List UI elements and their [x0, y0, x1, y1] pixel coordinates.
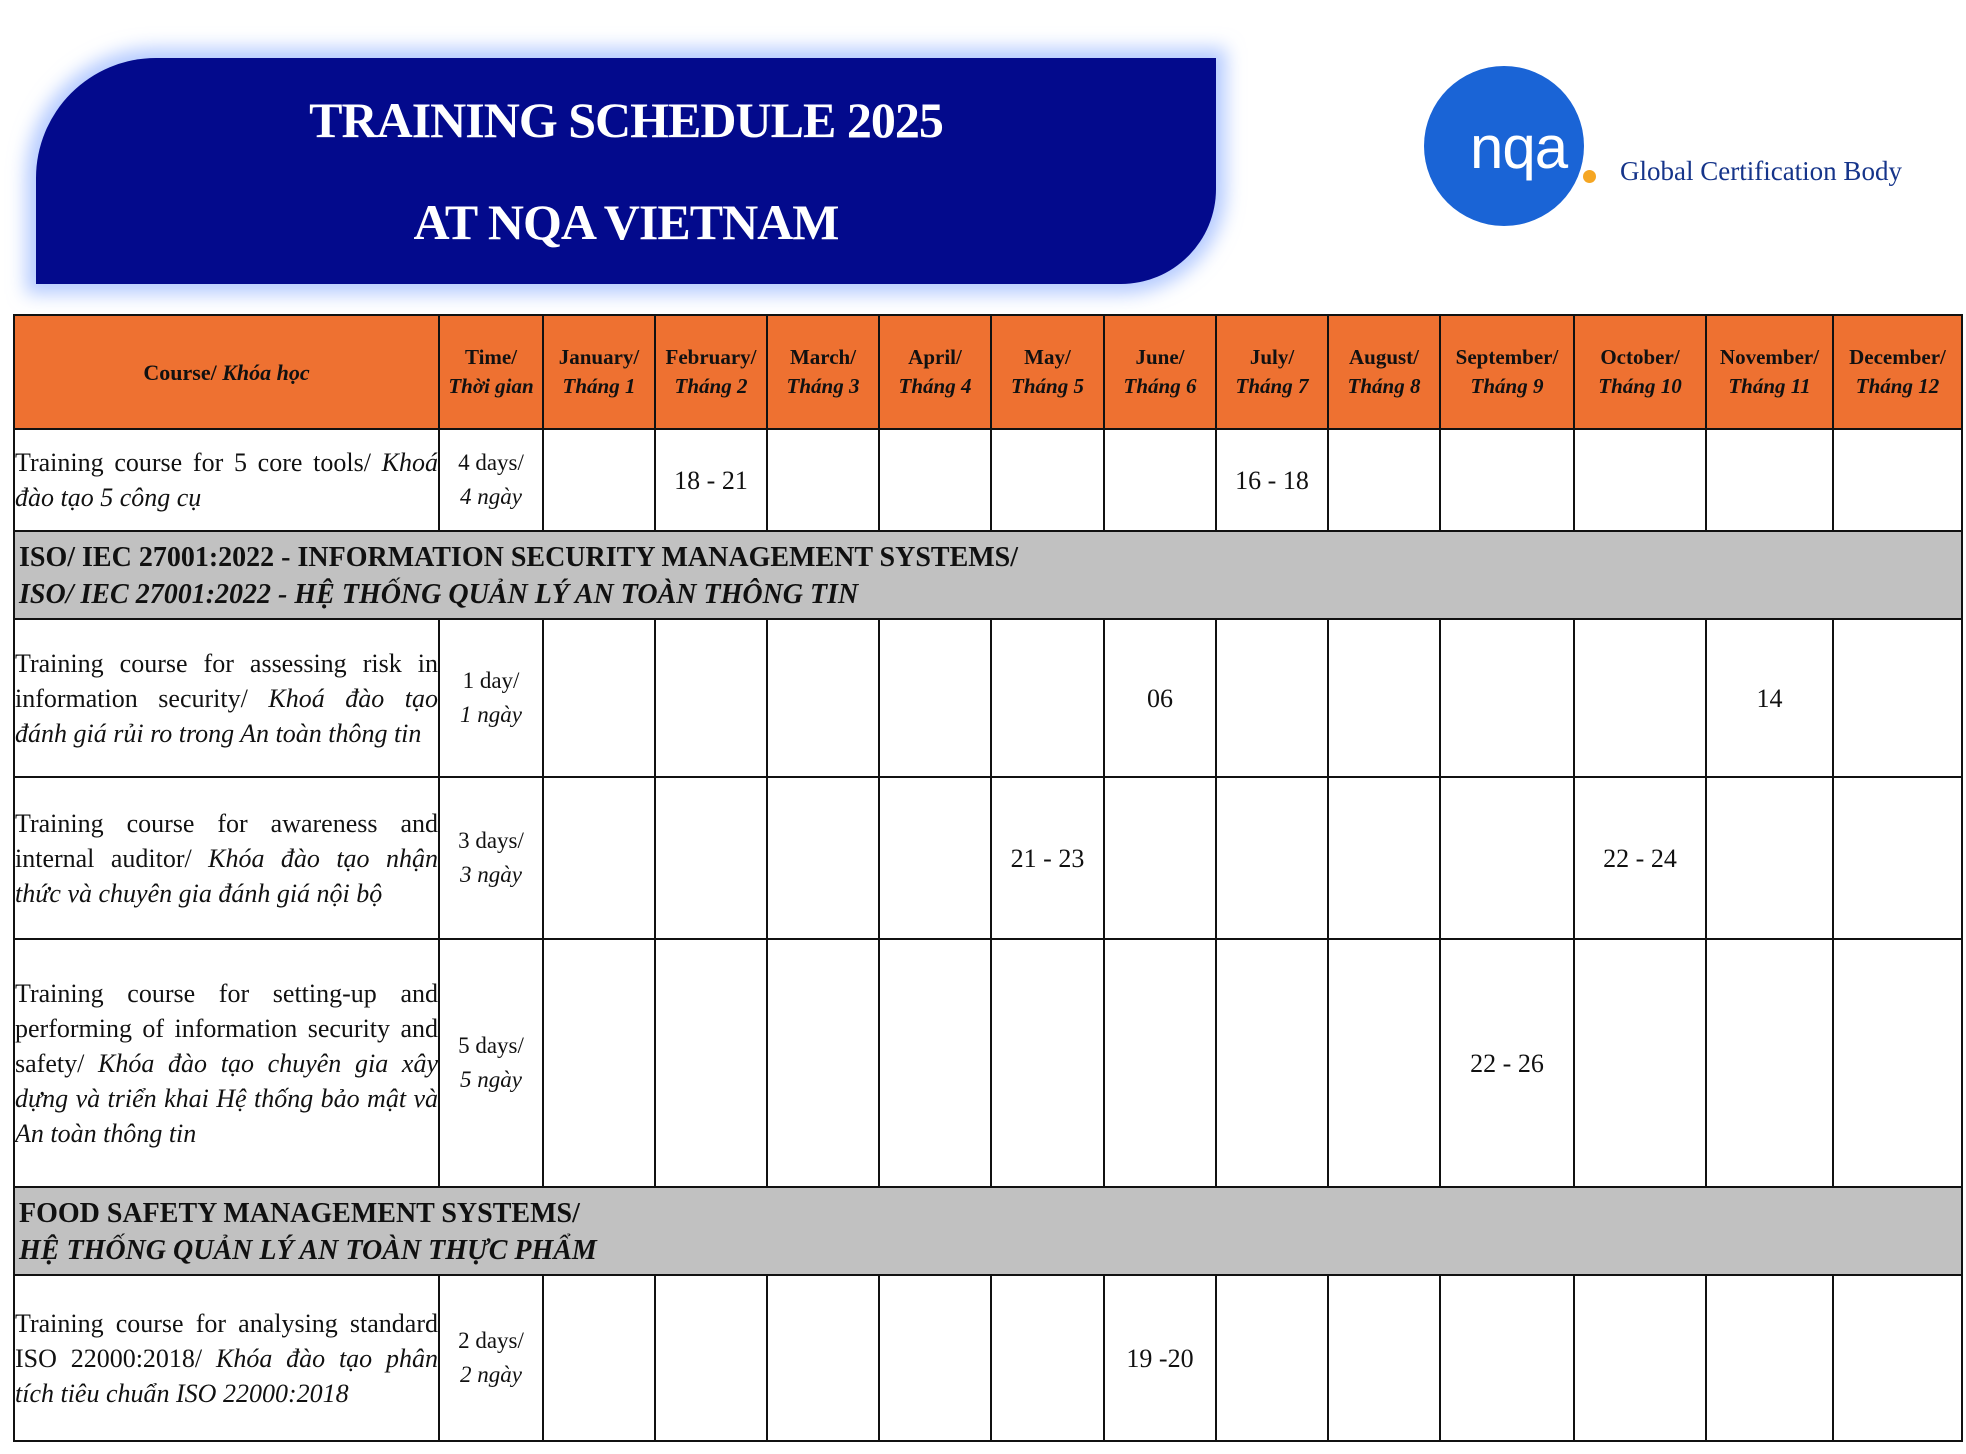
month-header-vi: Tháng 2 — [674, 374, 748, 398]
month-date-cell — [543, 429, 655, 531]
month-date-cell: 16 - 18 — [1216, 429, 1328, 531]
month-header-vi: Tháng 4 — [898, 374, 972, 398]
course-header-vi: Khóa học — [216, 359, 310, 385]
month-header-vi: Tháng 3 — [786, 374, 860, 398]
month-date-cell: 21 - 23 — [991, 777, 1104, 939]
month-header-en: December/ — [1849, 345, 1946, 369]
month-date-cell — [991, 429, 1104, 531]
column-header-time — [439, 315, 543, 429]
column-header-month — [1104, 315, 1216, 429]
month-date-cell — [767, 1275, 879, 1441]
month-date-cell — [1440, 777, 1574, 939]
section-row — [14, 1187, 1962, 1275]
column-header-month — [1574, 315, 1706, 429]
month-date-cell — [879, 619, 991, 777]
course-name-vi: Khóa đào tạo phân tích tiêu chuẩn ISO 22000:2018 — [15, 1343, 438, 1408]
course-name-en: Training course for analysing standard ISO 22000:2018/ — [15, 1308, 438, 1373]
course-name-en: Training course for awareness and internal auditor/ — [15, 808, 438, 873]
month-date-cell — [655, 1275, 767, 1441]
month-date-cell: 22 - 24 — [1574, 777, 1706, 939]
column-header-month — [1328, 315, 1440, 429]
course-header-en: Course/ — [143, 359, 217, 385]
month-date-cell — [879, 777, 991, 939]
month-header-en: January/ — [558, 345, 640, 369]
month-date-cell — [543, 939, 655, 1187]
month-date-cell — [1440, 619, 1574, 777]
time-header-vi: Thời gian — [448, 374, 534, 398]
month-header-en: August/ — [1348, 345, 1420, 369]
month-date-cell: 06 — [1104, 619, 1216, 777]
month-date-cell — [879, 939, 991, 1187]
duration-en: 4 days/ — [458, 450, 524, 475]
table-row — [14, 1275, 1962, 1441]
column-header-month — [1706, 315, 1833, 429]
month-date-cell — [991, 619, 1104, 777]
course-name — [14, 429, 439, 531]
month-date-cell — [1574, 429, 1706, 531]
month-header-en: May/ — [1024, 345, 1071, 369]
duration-en: 2 days/ — [458, 1328, 524, 1353]
month-date-cell — [767, 777, 879, 939]
month-date-cell — [1328, 619, 1440, 777]
nqa-logo — [1424, 66, 1924, 226]
month-header-vi: Tháng 9 — [1470, 374, 1544, 398]
month-date-cell: 19 -20 — [1104, 1275, 1216, 1441]
month-header-vi: Tháng 7 — [1235, 374, 1309, 398]
month-header-vi: Tháng 1 — [562, 374, 636, 398]
course-name-vi: Khóa đào tạo nhận thức và chuyên gia đánh giá nội bộ — [15, 843, 438, 908]
month-date-cell — [543, 777, 655, 939]
month-header-en: April/ — [908, 345, 962, 369]
month-header-vi: Tháng 8 — [1347, 374, 1421, 398]
month-date-cell: 18 - 21 — [655, 429, 767, 531]
table-body — [14, 429, 1962, 1441]
month-date-cell — [1706, 939, 1833, 1187]
month-date-cell — [1706, 429, 1833, 531]
month-date-cell — [1833, 939, 1962, 1187]
course-name-vi: Khóa đào tạo chuyên gia xây dựng và triển khai Hệ thống bảo mật và An toàn thông tin — [15, 1048, 438, 1148]
duration-vi: 1 ngày — [460, 702, 522, 727]
month-header-vi: Tháng 12 — [1855, 374, 1940, 398]
month-date-cell — [991, 939, 1104, 1187]
month-header-vi: Tháng 6 — [1123, 374, 1197, 398]
duration-en: 1 day/ — [462, 668, 520, 693]
course-name-vi: Khoá đào tạo đánh giá rủi ro trong An toàn thông tin — [15, 683, 438, 748]
training-schedule-table — [13, 314, 1963, 1442]
column-header-month — [767, 315, 879, 429]
table-row — [14, 939, 1962, 1187]
logo-wordmark: nqa — [1470, 114, 1568, 181]
page-subtitle: AT NQA VIETNAM — [413, 194, 839, 250]
section-title-en: FOOD SAFETY MANAGEMENT SYSTEMS/ — [19, 1198, 580, 1229]
month-date-cell — [879, 1275, 991, 1441]
course-name-vi: Khoá đào tạo 5 công cụ — [15, 448, 438, 512]
column-header-month — [543, 315, 655, 429]
course-name — [14, 1275, 439, 1441]
month-date-cell — [879, 429, 991, 531]
section-title-vi: HỆ THỐNG QUẢN LÝ AN TOÀN THỰC PHẨM — [19, 1235, 597, 1266]
month-date-cell — [543, 619, 655, 777]
month-date-cell — [1104, 777, 1216, 939]
page-title: TRAINING SCHEDULE 2025 — [309, 92, 943, 148]
month-header-vi: Tháng 10 — [1598, 374, 1682, 398]
table-row — [14, 777, 1962, 939]
month-date-cell — [1216, 1275, 1328, 1441]
month-date-cell — [1216, 939, 1328, 1187]
course-duration — [439, 777, 543, 939]
month-date-cell — [1216, 777, 1328, 939]
month-header-en: November/ — [1719, 345, 1820, 369]
month-date-cell — [1833, 429, 1962, 531]
column-header-month — [879, 315, 991, 429]
month-date-cell — [1706, 1275, 1833, 1441]
month-header-vi: Tháng 11 — [1728, 374, 1811, 398]
section-title — [14, 531, 1962, 619]
table-row — [14, 429, 1962, 531]
duration-vi: 3 ngày — [460, 862, 522, 887]
month-date-cell — [767, 429, 879, 531]
month-date-cell — [1833, 619, 1962, 777]
course-duration — [439, 1275, 543, 1441]
course-duration — [439, 429, 543, 531]
month-header-en: July/ — [1249, 345, 1295, 369]
time-header-en: Time/ — [464, 345, 518, 369]
month-date-cell — [1328, 777, 1440, 939]
month-header-en: September/ — [1455, 345, 1559, 369]
course-name — [14, 939, 439, 1187]
month-date-cell — [655, 777, 767, 939]
month-date-cell — [1328, 429, 1440, 531]
section-title — [14, 1187, 1962, 1275]
course-name-en: Training course for setting-up and performing of information security and safety/ — [15, 978, 438, 1078]
month-date-cell — [1440, 429, 1574, 531]
month-date-cell — [1328, 939, 1440, 1187]
column-header-month — [655, 315, 767, 429]
month-date-cell — [1706, 777, 1833, 939]
month-header-en: June/ — [1135, 345, 1185, 369]
month-date-cell — [1104, 939, 1216, 1187]
month-date-cell — [1833, 1275, 1962, 1441]
month-header-en: March/ — [789, 345, 857, 369]
month-date-cell — [1574, 619, 1706, 777]
month-date-cell — [1574, 939, 1706, 1187]
column-header-month — [991, 315, 1104, 429]
section-title-vi: ISO/ IEC 27001:2022 - HỆ THỐNG QUẢN LÝ AN TOÀN THÔNG TIN — [19, 579, 859, 610]
section-row — [14, 531, 1962, 619]
month-date-cell — [767, 619, 879, 777]
column-header-month — [1216, 315, 1328, 429]
month-date-cell — [1574, 1275, 1706, 1441]
course-name-en: Training course for 5 core tools/ — [15, 448, 382, 477]
month-header-en: February/ — [665, 345, 757, 369]
month-date-cell: 14 — [1706, 619, 1833, 777]
logo-tagline: Global Certification Body — [1620, 156, 1902, 186]
month-date-cell — [655, 619, 767, 777]
month-date-cell — [991, 1275, 1104, 1441]
table-header-row — [14, 315, 1962, 429]
course-name — [14, 777, 439, 939]
month-date-cell — [1104, 429, 1216, 531]
course-duration — [439, 939, 543, 1187]
month-date-cell — [1216, 619, 1328, 777]
month-date-cell — [1833, 777, 1962, 939]
title-banner — [36, 58, 1216, 284]
month-date-cell: 22 - 26 — [1440, 939, 1574, 1187]
course-duration — [439, 619, 543, 777]
course-name-en: Training course for assessing risk in information security/ — [15, 648, 438, 713]
course-name — [14, 619, 439, 777]
duration-en: 5 days/ — [458, 1033, 524, 1058]
duration-vi: 5 ngày — [460, 1067, 522, 1092]
logo-dot-icon — [1583, 170, 1596, 183]
column-header-month — [1833, 315, 1962, 429]
month-date-cell — [1440, 1275, 1574, 1441]
section-title-en: ISO/ IEC 27001:2022 - INFORMATION SECURITY MANAGEMENT SYSTEMS/ — [19, 542, 1019, 573]
month-date-cell — [767, 939, 879, 1187]
column-header-month — [1440, 315, 1574, 429]
duration-en: 3 days/ — [458, 828, 524, 853]
month-header-en: October/ — [1600, 345, 1680, 369]
column-header-course — [14, 315, 439, 429]
month-date-cell — [1328, 1275, 1440, 1441]
duration-vi: 2 ngày — [460, 1362, 522, 1387]
month-date-cell — [543, 1275, 655, 1441]
duration-vi: 4 ngày — [460, 484, 522, 509]
table-row — [14, 619, 1962, 777]
month-header-vi: Tháng 5 — [1011, 374, 1084, 398]
month-date-cell — [655, 939, 767, 1187]
